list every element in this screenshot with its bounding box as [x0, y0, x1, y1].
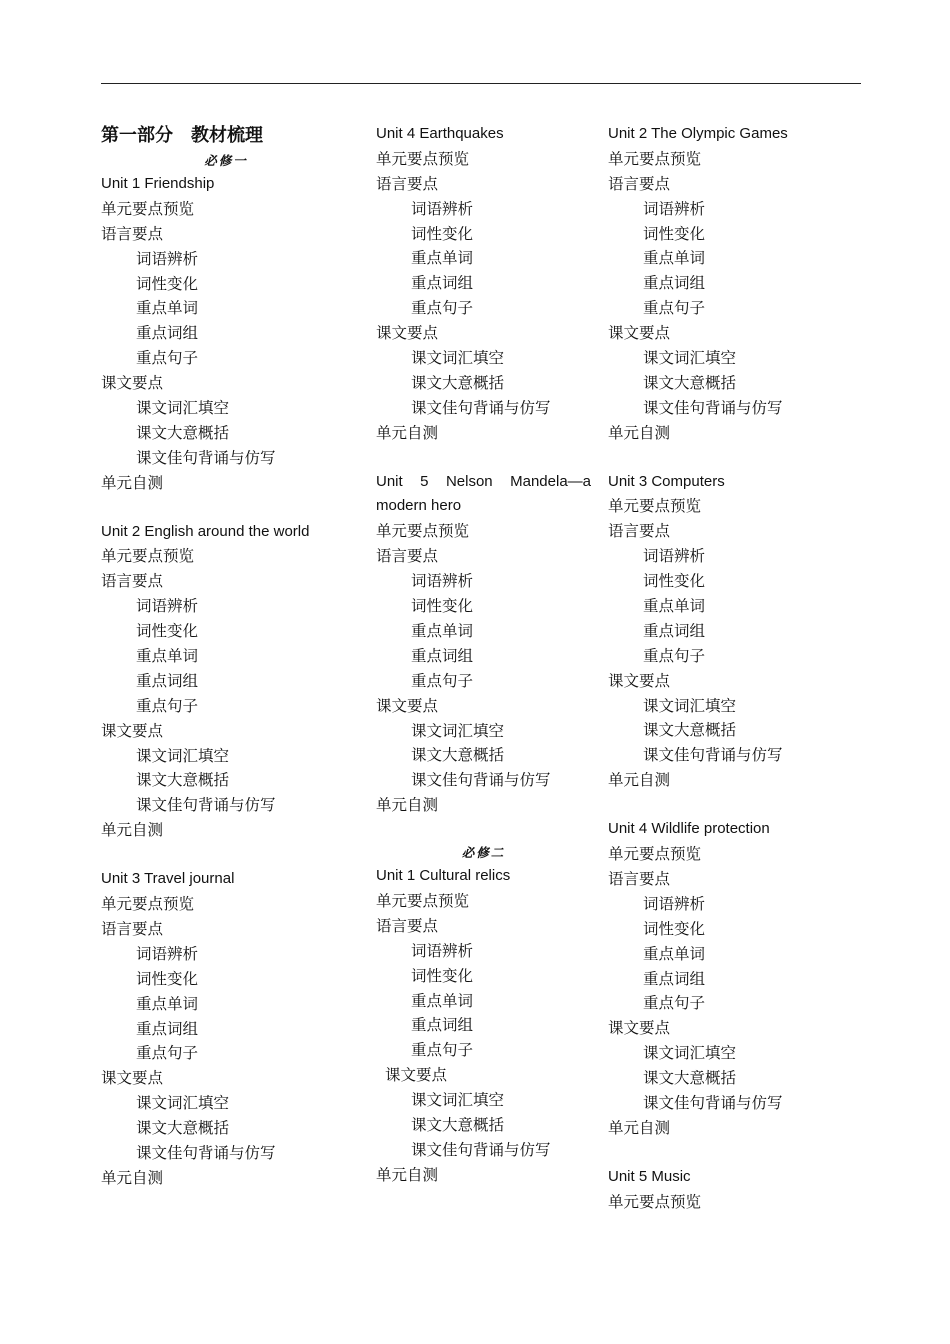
toc-subitem[interactable]: 重点单词: [411, 991, 474, 1010]
toc-subitem[interactable]: 重点词组: [643, 969, 706, 988]
toc-item[interactable]: 课文要点: [101, 374, 164, 393]
toc-item[interactable]: 单元要点预览: [608, 1192, 702, 1211]
toc-subitem[interactable]: 课文大意概括: [411, 1115, 505, 1134]
spacer: [608, 446, 858, 470]
toc-subitem[interactable]: 重点单词: [643, 944, 706, 963]
toc-subitem[interactable]: 课文词汇填空: [411, 349, 505, 368]
spacer: [376, 818, 591, 842]
toc-item[interactable]: 语言要点: [376, 547, 439, 566]
toc-item[interactable]: 单元自测: [376, 796, 439, 815]
toc-subitem[interactable]: 重点词组: [411, 1016, 474, 1035]
toc-subitem[interactable]: 重点单词: [643, 249, 706, 268]
toc-subitem[interactable]: 词语辨析: [411, 199, 474, 218]
toc-subitem[interactable]: 重点单词: [643, 597, 706, 616]
toc-item[interactable]: 语言要点: [608, 174, 671, 193]
toc-item[interactable]: 语言要点: [101, 919, 164, 938]
toc-subitem[interactable]: 词语辨析: [643, 547, 706, 566]
toc-item[interactable]: 单元自测: [608, 771, 671, 790]
toc-item[interactable]: 单元自测: [608, 1118, 671, 1137]
toc-subitem[interactable]: 课文大意概括: [643, 721, 737, 740]
toc-item[interactable]: 单元自测: [101, 1168, 164, 1187]
toc-subitem[interactable]: 重点词组: [411, 274, 474, 293]
toc-item[interactable]: 语言要点: [376, 916, 439, 935]
toc-subitem[interactable]: 词语辨析: [643, 199, 706, 218]
toc-item[interactable]: 单元自测: [101, 821, 164, 840]
toc-subitem[interactable]: 词性变化: [643, 919, 706, 938]
toc-subitem[interactable]: 课文词汇填空: [643, 1044, 737, 1063]
unit-heading[interactable]: Unit 2 English around the world: [101, 522, 310, 540]
spacer: [101, 843, 351, 867]
toc-subitem[interactable]: 词性变化: [411, 966, 474, 985]
toc-subitem[interactable]: 课文大意概括: [411, 373, 505, 392]
toc-subitem[interactable]: 重点单词: [136, 994, 199, 1013]
toc-item[interactable]: 单元要点预览: [101, 547, 195, 566]
toc-subitem[interactable]: 课文词汇填空: [136, 399, 230, 418]
spacer: [608, 1141, 858, 1165]
toc-subitem[interactable]: 重点句子: [411, 299, 474, 318]
unit-heading[interactable]: Unit 4 Earthquakes: [376, 125, 504, 142]
toc-subitem[interactable]: 重点词组: [411, 646, 474, 665]
toc-item[interactable]: 语言要点: [608, 869, 671, 888]
toc-subitem[interactable]: 词性变化: [411, 224, 474, 243]
toc-subitem[interactable]: 词性变化: [411, 597, 474, 616]
toc-subitem[interactable]: 课文大意概括: [136, 423, 230, 442]
toc-item[interactable]: 语言要点: [376, 174, 439, 193]
toc-item[interactable]: 单元要点预览: [101, 199, 195, 218]
unit-heading[interactable]: Unit 2 The Olympic Games: [608, 125, 788, 142]
toc-item[interactable]: 课文要点: [376, 324, 439, 343]
toc-subitem[interactable]: 重点词组: [643, 274, 706, 293]
toc-subitem[interactable]: 重点句子: [643, 299, 706, 318]
toc-subitem[interactable]: 词语辨析: [411, 572, 474, 591]
toc-subitem[interactable]: 重点单词: [411, 621, 474, 640]
toc-item[interactable]: 单元要点预览: [376, 149, 470, 168]
unit-heading[interactable]: Unit 3 Travel journal: [101, 870, 235, 888]
toc-item[interactable]: 课文要点: [608, 1019, 671, 1038]
toc-subitem[interactable]: 课文佳句背诵与仿写: [136, 796, 276, 815]
volume-heading-1: 必修一: [204, 153, 248, 168]
volume-heading-2: 必修二: [461, 845, 506, 861]
toc-subitem[interactable]: 课文佳句背诵与仿写: [411, 398, 551, 417]
toc-item[interactable]: 单元自测: [376, 1165, 439, 1184]
toc-subitem[interactable]: 重点单词: [136, 299, 199, 318]
toc-subitem[interactable]: 重点词组: [136, 671, 199, 690]
toc-item[interactable]: 单元自测: [101, 473, 164, 492]
toc-column-1: [101, 122, 351, 1191]
toc-subitem[interactable]: 重点词组: [643, 621, 706, 640]
toc-subitem[interactable]: 重点句子: [643, 994, 706, 1013]
toc-subitem[interactable]: 重点句子: [411, 671, 474, 690]
toc-item[interactable]: 课文要点: [376, 696, 439, 715]
toc-subitem[interactable]: 词语辨析: [136, 944, 199, 963]
toc-item[interactable]: 单元自测: [608, 423, 671, 442]
toc-subitem[interactable]: 课文佳句背诵与仿写: [643, 1093, 783, 1112]
spacer: [608, 793, 858, 817]
header-rule: [101, 83, 861, 84]
toc-subitem[interactable]: 课文佳句背诵与仿写: [136, 1143, 276, 1162]
toc-subitem[interactable]: 词语辨析: [643, 894, 706, 913]
toc-subitem[interactable]: 词性变化: [136, 969, 199, 988]
toc-item[interactable]: 课文要点: [101, 1069, 164, 1088]
toc-subitem[interactable]: 课文词汇填空: [643, 696, 737, 715]
toc-subitem[interactable]: 重点句子: [136, 349, 199, 368]
toc-subitem[interactable]: 课文佳句背诵与仿写: [411, 1140, 551, 1159]
unit-heading[interactable]: Unit 3 Computers: [608, 472, 725, 490]
toc-subitem[interactable]: 课文大意概括: [643, 373, 737, 392]
spacer: [376, 446, 591, 470]
toc-item[interactable]: 单元要点预览: [376, 891, 470, 910]
toc-subitem[interactable]: 重点词组: [136, 324, 199, 343]
page-title: 第一部分 教材梳理: [101, 125, 263, 146]
toc-item[interactable]: 单元要点预览: [608, 497, 702, 516]
toc-item[interactable]: 课文要点: [608, 671, 671, 690]
toc-subitem[interactable]: 词性变化: [136, 622, 199, 641]
toc-item[interactable]: 单元要点预览: [608, 149, 702, 168]
toc-subitem[interactable]: 词性变化: [136, 274, 199, 293]
toc-subitem[interactable]: 词语辨析: [411, 941, 474, 960]
toc-item[interactable]: 单元要点预览: [376, 522, 470, 541]
unit-heading[interactable]: Unit 1 Cultural relics: [376, 867, 511, 885]
toc-subitem[interactable]: 课文佳句背诵与仿写: [643, 398, 783, 417]
toc-item[interactable]: 单元要点预览: [101, 895, 195, 914]
toc-item[interactable]: 课文要点: [385, 1066, 448, 1085]
toc-subitem[interactable]: 课文词汇填空: [411, 1091, 505, 1110]
toc-subitem[interactable]: 词性变化: [643, 572, 706, 591]
toc-item[interactable]: 语言要点: [101, 224, 164, 243]
toc-subitem[interactable]: 课文词汇填空: [136, 746, 230, 765]
toc-item[interactable]: 语言要点: [101, 572, 164, 591]
spacer: [101, 496, 351, 520]
toc-subitem[interactable]: 课文词汇填空: [643, 349, 737, 368]
toc-subitem[interactable]: 课文大意概括: [136, 771, 230, 790]
toc-subitem[interactable]: 重点句子: [643, 646, 706, 665]
unit-heading[interactable]: Unit 5 Nelson Mandela—a modern hero: [376, 472, 591, 515]
toc-subitem[interactable]: 课文佳句背诵与仿写: [411, 771, 551, 790]
toc-item[interactable]: 单元自测: [376, 423, 439, 442]
toc-subitem[interactable]: 词语辨析: [136, 249, 199, 268]
toc-subitem[interactable]: 重点单词: [136, 647, 199, 666]
unit-heading[interactable]: Unit 4 Wildlife protection: [608, 820, 770, 838]
toc-subitem[interactable]: 课文佳句背诵与仿写: [136, 448, 276, 467]
toc-subitem[interactable]: 重点句子: [411, 1041, 474, 1060]
unit-heading[interactable]: Unit 5 Music: [608, 1167, 691, 1185]
toc-item[interactable]: 课文要点: [608, 324, 671, 343]
toc-subitem[interactable]: 课文大意概括: [411, 746, 505, 765]
toc-subitem[interactable]: 课文大意概括: [136, 1119, 230, 1138]
toc-column-3: [608, 122, 858, 1215]
toc-subitem[interactable]: 课文佳句背诵与仿写: [643, 746, 783, 765]
toc-subitem[interactable]: 课文大意概括: [643, 1069, 737, 1088]
toc-subitem[interactable]: 词语辨析: [136, 597, 199, 616]
toc-subitem[interactable]: 词性变化: [643, 224, 706, 243]
toc-subitem[interactable]: 重点单词: [411, 249, 474, 268]
toc-subitem[interactable]: 重点词组: [136, 1019, 199, 1038]
toc-subitem[interactable]: 课文词汇填空: [411, 721, 505, 740]
toc-subitem[interactable]: 重点句子: [136, 696, 199, 715]
toc-item[interactable]: 课文要点: [101, 721, 164, 740]
unit-heading[interactable]: Unit 1 Friendship: [101, 175, 215, 192]
toc-subitem[interactable]: 重点句子: [136, 1044, 199, 1063]
toc-subitem[interactable]: 课文词汇填空: [136, 1094, 230, 1113]
toc-item[interactable]: 语言要点: [608, 522, 671, 541]
toc-column-2: [376, 122, 591, 1188]
toc-item[interactable]: 单元要点预览: [608, 845, 702, 864]
